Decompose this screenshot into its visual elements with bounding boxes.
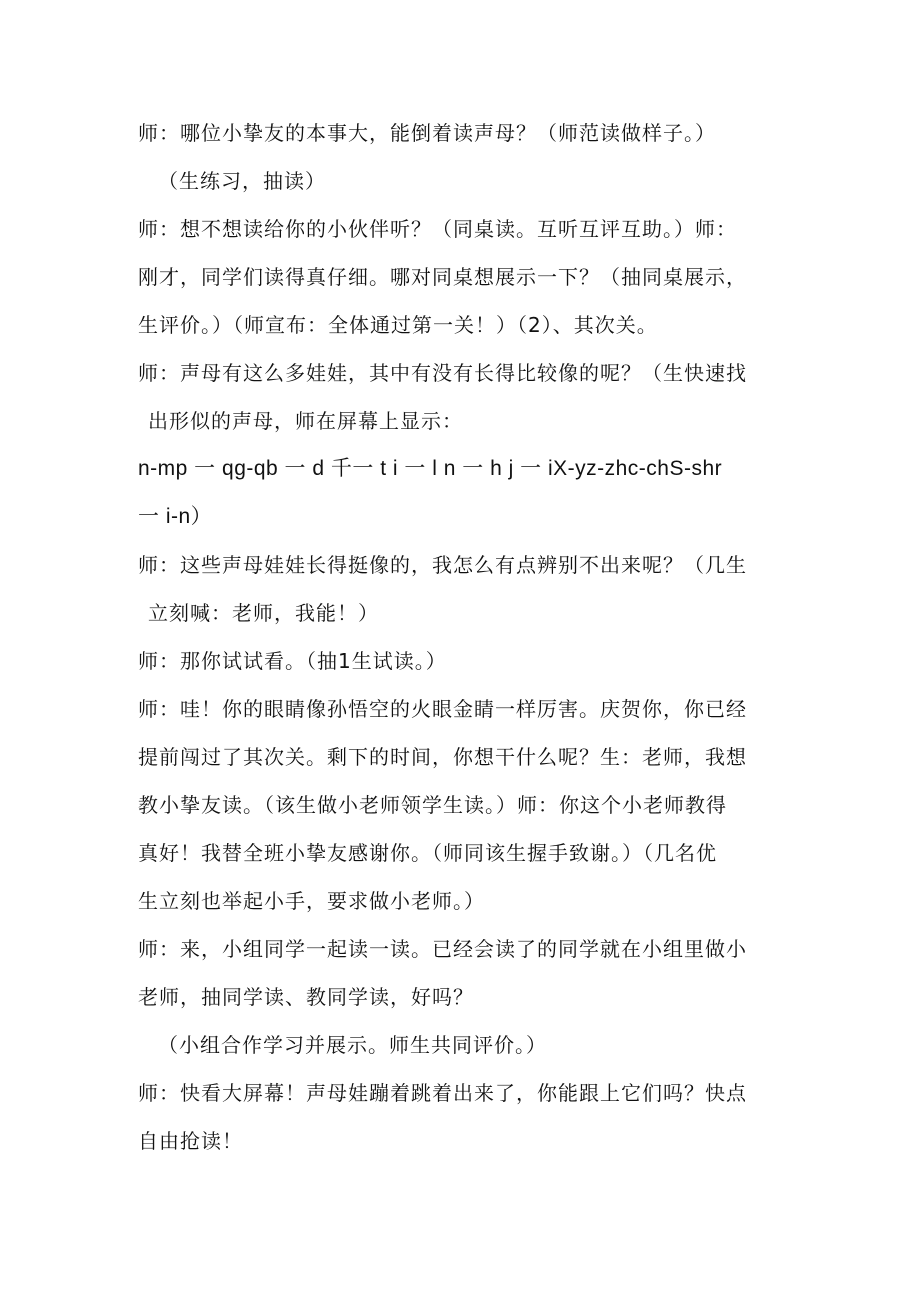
text-line: 刚才，同学们读得真仔细。哪对同桌想展示一下？（抽同桌展示， (138, 265, 747, 289)
text-line: n-mp 一 qg-qb 一 d 千一 t i 一 l n 一 h j 一 iX-yz-zhc-chS-shr (138, 457, 723, 480)
text-line: 师：这些声母娃娃长得挺像的，我怎么有点辨别不出来呢？（几生 (138, 553, 747, 577)
text-line: 师：哪位小挚友的本事大，能倒着读声母？（师范读做样子。） (138, 121, 716, 145)
text-line: 师：声母有这么多娃娃，其中有没有长得比较像的呢？（生快速找 (138, 361, 747, 385)
text-line: 师：那你试试看。（抽1生试读。） (138, 649, 447, 673)
text-line: 出形似的声母，师在屏幕上显示： (148, 409, 463, 433)
text-line: 自由抢读！ (138, 1129, 243, 1153)
text-line: 一 i-n） (138, 505, 213, 528)
text-line: 教小挚友读。（该生做小老师领学生读。）师：你这个小老师教得 (138, 793, 727, 817)
text-line: 老师，抽同学读、教同学读，好吗？ (138, 985, 474, 1009)
text-line: 提前闯过了其次关。剩下的时间，你想干什么呢？生：老师，我想 (138, 745, 747, 769)
text-line: 立刻喊：老师，我能！） (148, 601, 379, 625)
text-line: 师：快看大屏幕！声母娃蹦着跳着出来了，你能跟上它们吗？快点 (138, 1081, 747, 1105)
text-line: （生练习，抽读） (158, 169, 326, 193)
text-line: （小组合作学习并展示。师生共同评价。） (158, 1033, 547, 1057)
text-line: 真好！我替全班小挚友感谢你。（师同该生握手致谢。）（几名优 (138, 841, 717, 865)
text-line: 师：想不想读给你的小伙伴听？（同桌读。互听互评互助。）师： (138, 217, 737, 241)
text-line: 师：来，小组同学一起读一读。已经会读了的同学就在小组里做小 (138, 937, 747, 961)
text-line: 生评价。）（师宣布：全体通过第一关！）（2）、其次关。 (138, 313, 658, 337)
text-line: 师：哇！你的眼睛像孙悟空的火眼金睛一样厉害。庆贺你，你已经 (138, 697, 747, 721)
text-line: 生立刻也举起小手，要求做小老师。） (138, 889, 485, 913)
